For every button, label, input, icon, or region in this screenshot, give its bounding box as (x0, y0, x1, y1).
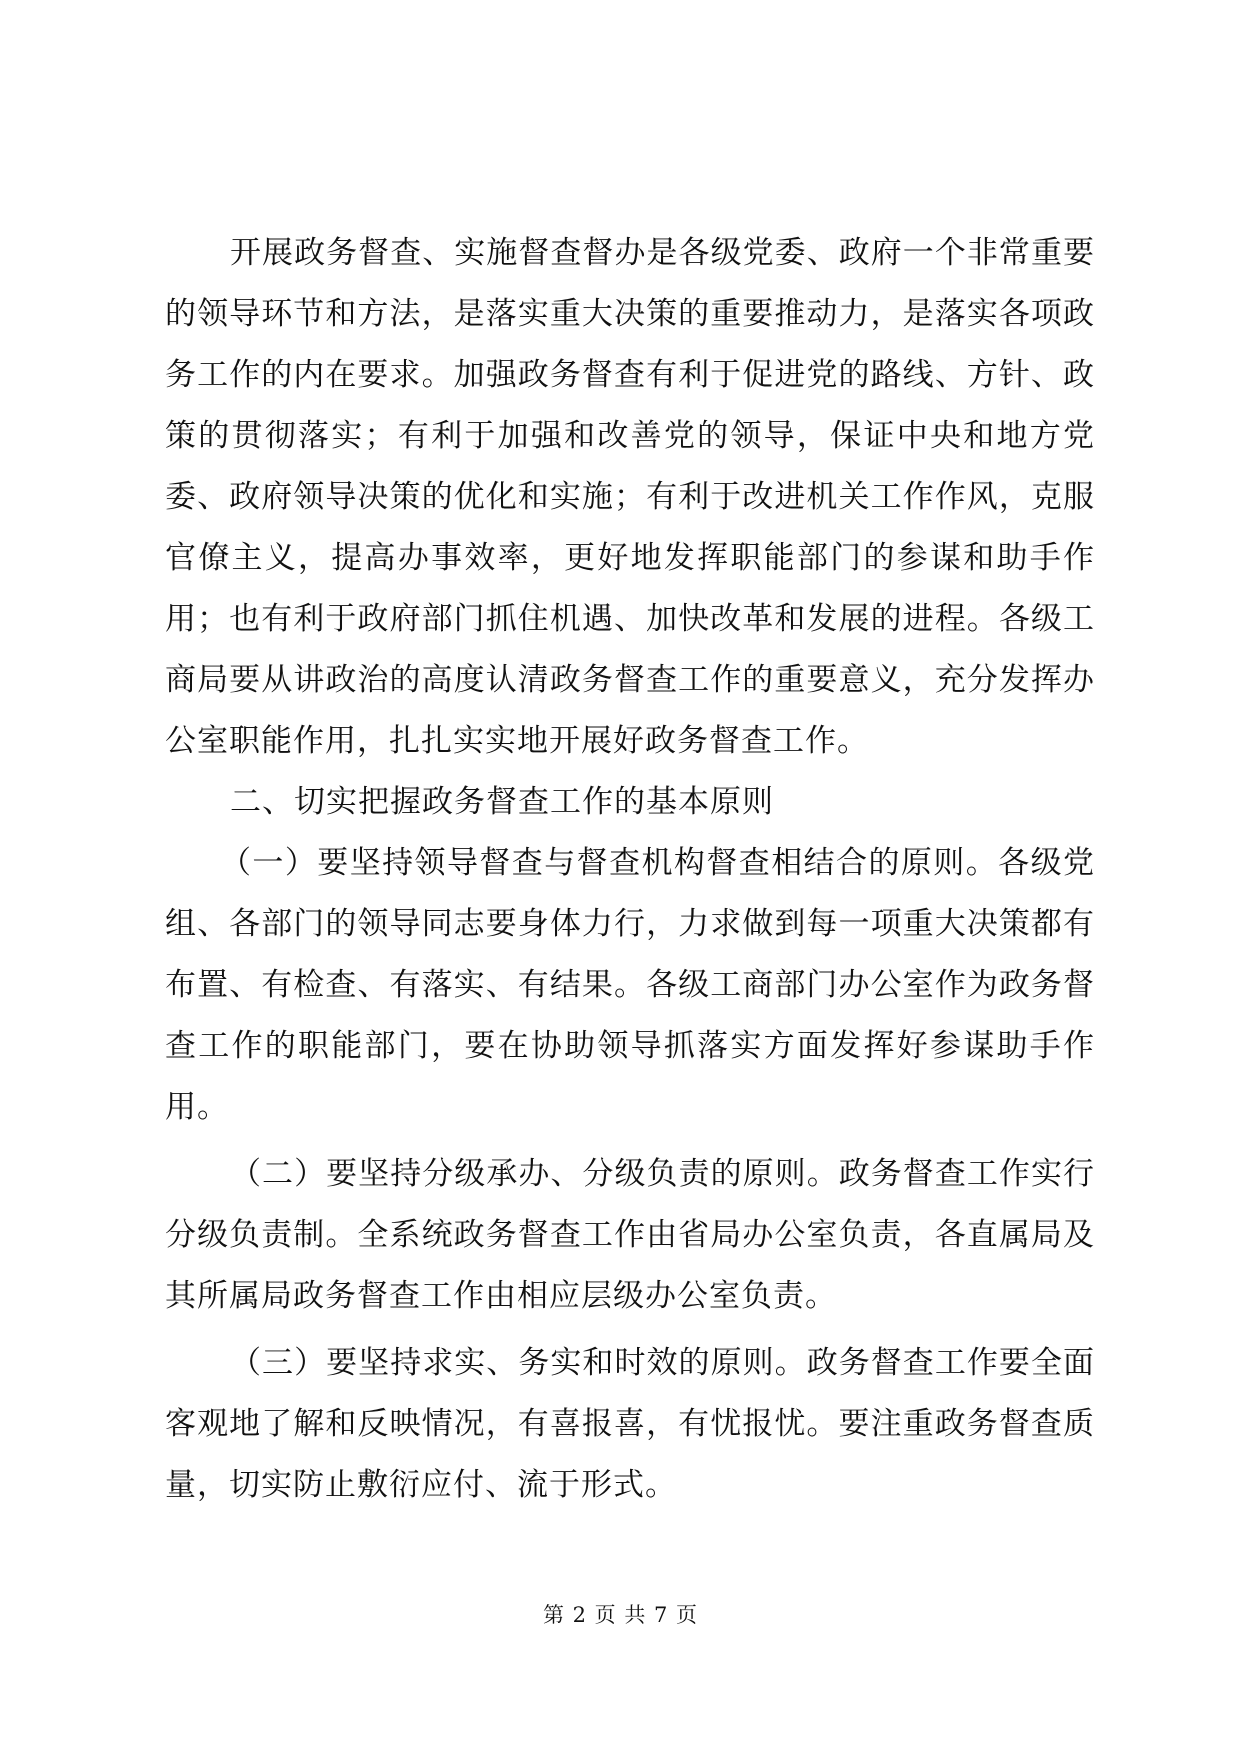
document-body (165, 223, 1095, 1516)
section-heading-principles: 二、切实把握政务督查工作的基本原则 (230, 784, 774, 820)
paragraph-principle-3: （三）要坚持求实、务实和时效的原则。政务督查工作要全面客观地了解和反映情况，有喜报喜，有忧报忧。要注重政务督查质量，切实防止敷衍应付、流于形式。 (165, 1345, 1095, 1503)
page-footer: 第 2 页 共 7 页 (542, 1603, 699, 1627)
paragraph-significance: 开展政务督查、实施督查督办是各级党委、政府一个非常重要的领导环节和方法，是落实重大决策的重要推动力，是落实各项政务工作的内在要求。加强政务督查有利于促进党的路线、方针、政策的贯彻落实；有利于加强和改善党的领导，保证中央和地方党委、政府领导决策的优化和实施；有利于改进机关工作作风，克服官僚主义，提高办事效率，更好地发挥职能部门的参谋和助手作用；也有利于政府部门抓住机遇、加快改革和发展的进程。各级工商局要从讲政治的高度认清政务督查工作的重要意义，充分发挥办公室职能作用，扎扎实实地开展好政务督查工作。 (165, 235, 1095, 759)
paragraph-principle-1: （一）要坚持领导督查与督查机构督查相结合的原则。各级党组、各部门的领导同志要身体力行，力求做到每一项重大决策都有布置、有检查、有落实、有结果。各级工商部门办公室作为政务督查工作的职能部门，要在协助领导抓落实方面发挥好参谋助手作用。 (165, 845, 1095, 1125)
paragraph-principle-2: （二）要坚持分级承办、分级负责的原则。政务督查工作实行分级负责制。全系统政务督查工作由省局办公室负责，各直属局及其所属局政务督查工作由相应层级办公室负责。 (165, 1156, 1095, 1314)
